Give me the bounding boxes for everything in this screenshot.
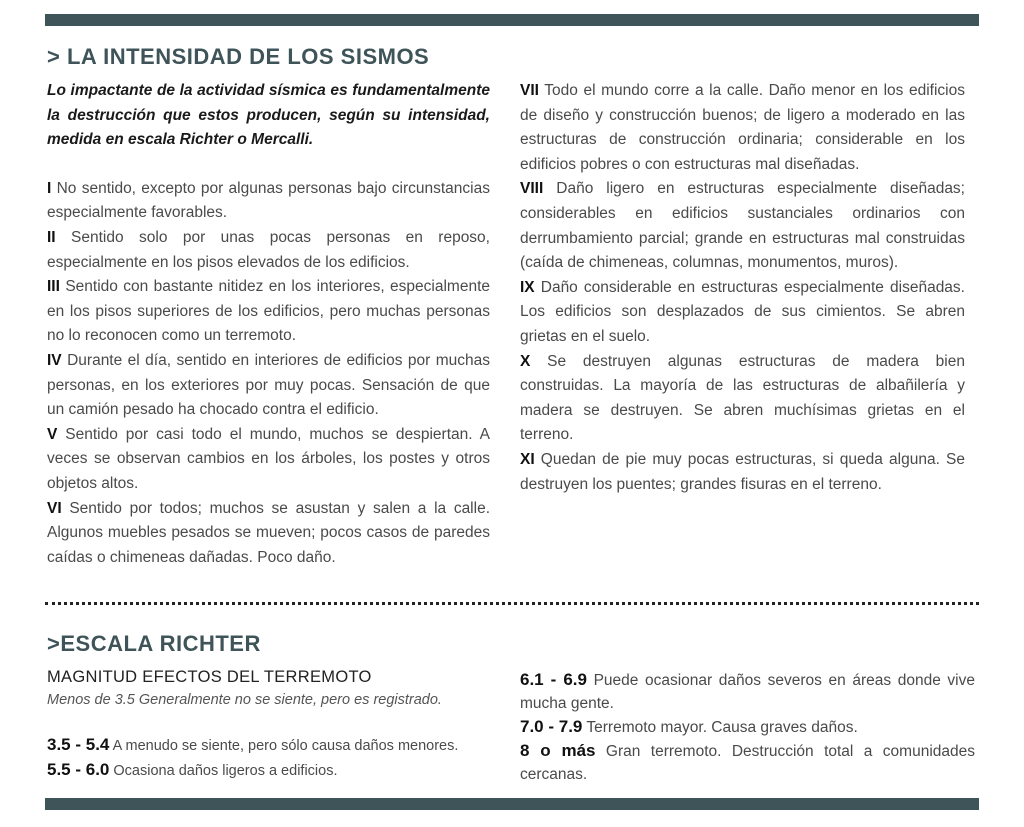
intensity-column-right (520, 79, 965, 497)
intensity-text: Sentido con bastante nitidez en los interiores, especialmente en los pisos superiores de los edificios, pero muchas personas no lo reconocen como un terremoto. (47, 278, 490, 345)
intensity-item (47, 497, 490, 571)
richter-subtitle: Menos de 3.5 Generalmente no se siente, pero es registrado. (47, 692, 442, 708)
intensity-text: Se destruyen algunas estructuras de madera bien construidas. La mayoría de las estructuras de albañilería y madera se destruyen. Se abren muchísimas grietas en el terreno. (520, 352, 965, 444)
section-title-intensity: > LA INTENSIDAD DE LOS SISMOS (47, 44, 430, 69)
top-bar (45, 14, 979, 26)
intro-text: Lo impactante de la actividad sísmica es fundamentalmente la destrucción que estos producen, según su intensidad, medida en escala Richter o Mercalli. (47, 82, 490, 149)
intensity-item (520, 177, 965, 275)
intensity-number: VII (520, 82, 539, 99)
richter-header: MAGNITUD EFECTOS DEL TERREMOTO (47, 668, 372, 686)
richter-item (520, 739, 975, 786)
intensity-item (520, 448, 965, 497)
intensity-item (47, 275, 490, 349)
intensity-item (520, 79, 965, 177)
intensity-item (47, 349, 490, 423)
bottom-bar (45, 798, 979, 810)
intensity-text: No sentido, excepto por algunas personas bajo circunstancias especialmente favorables. (47, 179, 490, 222)
intensity-item (47, 226, 490, 275)
intensity-number: VI (47, 499, 62, 517)
magnitude-effect: Ocasiona daños ligeros a edificios. (109, 763, 338, 779)
intensity-item (47, 423, 490, 497)
magnitude-effect: Gran terremoto. Destrucción total a comunidades cercanas. (520, 743, 975, 783)
intensity-text: Daño considerable en estructuras especialmente diseñadas. Los edificios son desplazados de sus cimientos. Se abren grietas en el suelo. (520, 278, 965, 345)
intensity-number: IV (47, 351, 62, 369)
richter-item (47, 758, 497, 783)
magnitude-range: 8 o más (520, 741, 596, 760)
magnitude-effect: Terremoto mayor. Causa graves daños. (582, 719, 858, 736)
richter-column-right (520, 668, 975, 786)
intensity-number: II (47, 228, 56, 246)
intensity-text: Sentido por todos; muchos se asustan y salen a la calle. Algunos muebles pesados se mueven; pocos casos de paredes caídas o chimeneas dañadas. Poco daño. (47, 499, 490, 566)
richter-column-left (47, 666, 497, 783)
magnitude-range: 5.5 - 6.0 (47, 760, 110, 779)
magnitude-effect: A menudo se siente, pero sólo causa daños menores. (109, 738, 459, 754)
intensity-column-left (47, 79, 490, 570)
magnitude-range: 3.5 - 5.4 (47, 735, 110, 754)
intensity-number: V (47, 425, 58, 443)
intensity-text: Quedan de pie muy pocas estructuras, si queda alguna. Se destruyen los puentes; grandes fisuras en el terreno. (520, 450, 965, 493)
intensity-number: X (520, 352, 531, 370)
intensity-item (520, 276, 965, 350)
intensity-text: Durante el día, sentido en interiores de edificios por muchas personas, en los exteriores por muy pocas. Sensación de que un camión pesado ha chocado contra el edificio. (47, 351, 490, 419)
richter-item (520, 668, 975, 715)
intensity-text: Sentido por casi todo el mundo, muchos se despiertan. A veces se observan cambios en los árboles, los postes y otros objetos altos. (47, 425, 490, 492)
magnitude-range: 7.0 - 7.9 (520, 717, 583, 736)
intensity-item (520, 350, 965, 448)
intensity-item (47, 177, 490, 226)
intensity-text: Todo el mundo corre a la calle. Daño menor en los edificios de diseño y construcción buenos; de ligero a moderado en las estructuras de construcción ordinaria; considerable en los edificios pobres o con estructuras mal diseñadas. (520, 82, 965, 173)
intensity-text: Sentido solo por unas pocas personas en reposo, especialmente en los pisos elevados de los edificios. (47, 228, 490, 271)
intensity-number: IX (520, 278, 535, 296)
intensity-text: Daño ligero en estructuras especialmente diseñadas; considerables en edificios sustanciales ordinarios con derrumbamiento parcial; grande en estructuras mal construidas (caída de chimeneas, columnas, monumentos, muros). (520, 180, 965, 272)
intensity-number: VIII (520, 180, 544, 198)
richter-item (520, 715, 975, 739)
magnitude-effect: Puede ocasionar daños severos en áreas donde vive mucha gente. (520, 672, 975, 712)
intensity-number: XI (520, 450, 535, 468)
intensity-number: III (47, 278, 60, 296)
richter-item (47, 733, 497, 758)
magnitude-range: 6.1 - 6.9 (520, 670, 587, 689)
dotted-divider (45, 602, 979, 605)
intensity-number: I (47, 179, 52, 197)
section-title-richter: >ESCALA RICHTER (47, 631, 261, 656)
